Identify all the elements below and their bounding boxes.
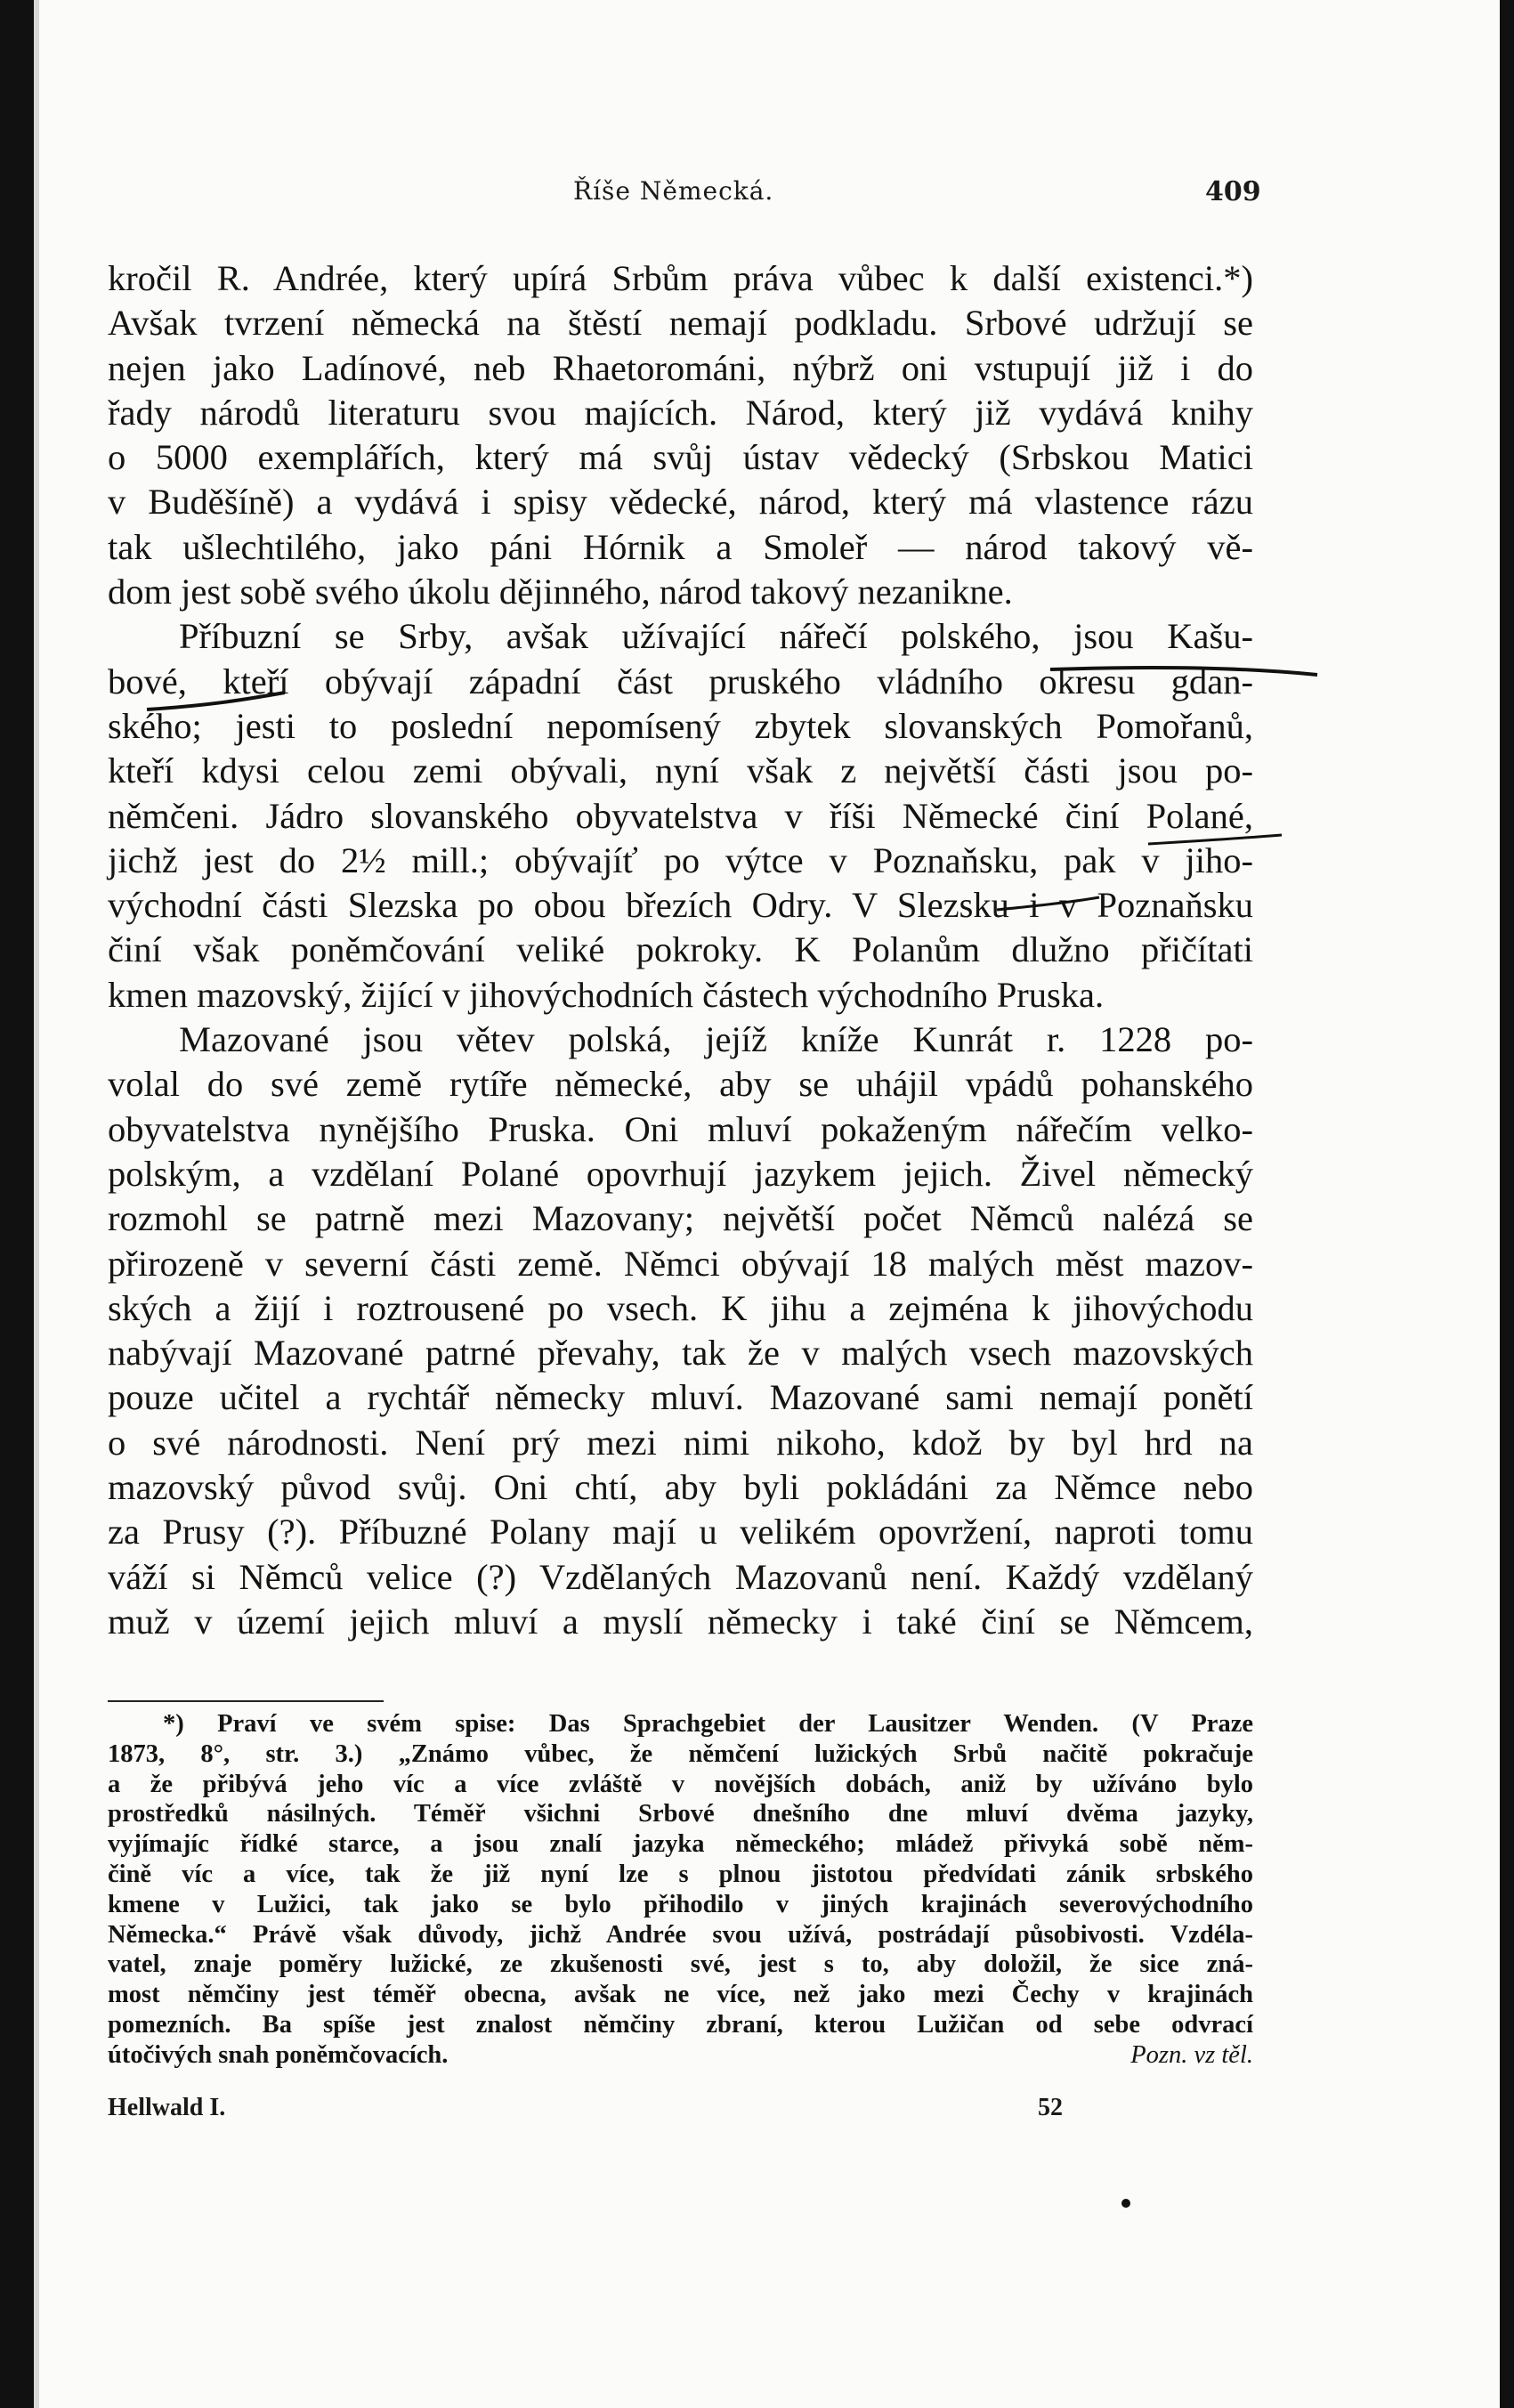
text-line: polským, a vzdělaní Polané opovrhují jazykem jejich. Živel německý — [108, 1153, 1253, 1194]
text-line: volal do své země rytíře německé, aby se uhájil vpádů pohanského — [108, 1064, 1253, 1105]
footnote-last-line — [108, 2040, 1253, 2071]
text-line: o své národnosti. Není prý mezi nimi nikoho, kdož by byl hrd na — [108, 1422, 1253, 1463]
text-line: rozmohl se patrně mezi Mazovany; největší počet Němců nalézá se — [108, 1198, 1253, 1239]
text-line: v Buděšíně) a vydává i spisy vědecké, národ, který má vlastence rázu — [108, 482, 1253, 523]
text-line: pouze učitel a rychtář německy mluví. Mazované sami nemají ponětí — [108, 1377, 1253, 1418]
signature-author: Hellwald I. — [108, 2094, 226, 2121]
footnote-line: vyjímajíc řídké starce, a jsou znalí jazyka německého; mládež přivyká sobě něm- — [108, 1830, 1253, 1859]
text-line: o 5000 exemplářích, který má svůj ústav vědecký (Srbskou Matici — [108, 437, 1253, 478]
text-line: jichž jest do 2½ mill.; obývajíť po výtce v Poznaňsku, pak v jiho- — [108, 839, 1253, 880]
footnote-line: most němčiny jest téměř obecna, avšak ne více, než jako mezi Čechy v krajinách — [108, 1981, 1253, 2009]
text-line: ského; jesti to poslední nepomísený zbytek slovanských Pomořanů, — [108, 705, 1253, 746]
text-line: tak ušlechtilého, jako páni Hórnik a Smoleř — národ takový vě- — [108, 526, 1253, 567]
text-line: obyvatelstva nynějšího Pruska. Oni mluví pokaženým nářečím velko- — [108, 1108, 1253, 1149]
text-line: východní části Slezska po obou březích Odry. V Slezsku i v Poznaňsku — [108, 885, 1253, 926]
text-line: mazovský původ svůj. Oni chtí, aby byli pokládáni za Němce nebo — [108, 1467, 1253, 1508]
footnote-line: pomezních. Ba spíše jest znalost němčiny zbraní, kterou Lužičan od sebe odvrací — [108, 2010, 1253, 2039]
main-text — [108, 256, 1253, 1644]
text-line: Avšak tvrzení německá na štěstí nemají podkladu. Srbové udržují se — [108, 303, 1253, 344]
text-line: Mazované jsou větev polská, jejíž kníže Kunrát r. 1228 po- — [179, 1019, 1253, 1060]
text-line: nejen jako Ladínové, neb Rhaetorománi, nýbrž oni vstupují již i do — [108, 347, 1253, 388]
text-line: muž v území jejich mluví a myslí německy i také činí se Němcem, — [108, 1601, 1253, 1642]
footnote-line: čině víc a více, tak že již nyní lze s plnou jistotou předvídati zánik srbského — [108, 1860, 1253, 1888]
text-line: nabývají Mazované patrné převahy, tak že v malých vsech mazovských — [108, 1333, 1253, 1374]
footnote-line: a že přibývá jeho víc a více zvláště v novějších dobách, aniž by užíváno bylo — [108, 1770, 1253, 1798]
footnote-sign: Pozn. vz těl. — [1130, 2040, 1253, 2069]
text-line: ských a žijí i roztrousené po vsech. K jihu a zejména k jihovýchodu — [108, 1287, 1253, 1328]
text-line: za Prusy (?). Příbuzné Polany mají u velikém opovržení, naproti tomu — [108, 1512, 1253, 1553]
text-line: kmen mazovský, žijící v jihovýchodních částech východního Pruska. — [108, 974, 1105, 1015]
page-number: 409 — [1205, 176, 1261, 207]
signature-sheet-number: 52 — [1038, 2094, 1063, 2121]
footnote-line: *) Praví ve svém spise: Das Sprachgebiet der Lausitzer Wenden. (V Praze — [163, 1710, 1253, 1738]
text-line: váží si Němců velice (?) Vzdělaných Mazovanů není. Každý vzdělaný — [108, 1556, 1253, 1597]
footnote-line: prostředků násilných. Téměř všichni Srbové dnešního dne mluví dvěma jazyky, — [108, 1800, 1253, 1828]
footnote-line: 1873, 8°, str. 3.) „Známo vůbec, že němčení lužických Srbů načitě pokračuje — [108, 1739, 1253, 1768]
text-line: přirozeně v severní části země. Němci obývají 18 malých měst mazov- — [108, 1243, 1253, 1284]
header-title: Říše Německá. — [573, 176, 774, 206]
text-line: kročil R. Andrée, který upírá Srbům práva vůbec k další existenci.*) — [108, 258, 1253, 298]
footnote-rule — [108, 1700, 384, 1702]
footnote-line: vatel, znaje poměry lužické, ze zkušenosti své, jest s to, aby doložil, že sice zná- — [108, 1950, 1253, 1979]
scan-border-left — [0, 0, 34, 2408]
text-line: činí však poněmčování veliké pokroky. K Polanům dlužno přičítati — [108, 929, 1253, 970]
text-line: bové, kteří obývají západní část pruského vládního okresu gdan- — [108, 661, 1253, 701]
printer-signature — [108, 2094, 1253, 2129]
text-line: kteří kdysi celou zemi obývali, nyní však z největší části jsou po- — [108, 750, 1253, 791]
running-header — [39, 176, 1500, 212]
footnote-line: Německa.“ Právě však důvody, jichž Andrée svou užívá, postrádají působivosti. Vzdéla- — [108, 1920, 1253, 1949]
text-line: řady národů literaturu svou majících. Národ, který již vydává knihy — [108, 392, 1253, 433]
scan-border-right — [1500, 0, 1514, 2408]
text-line: Příbuzní se Srby, avšak užívající nářečí polského, jsou Kašu- — [179, 616, 1253, 657]
footnote — [108, 1709, 1253, 2071]
footnote-line: útočivých snah poněmčovacích. — [108, 2040, 449, 2069]
text-line: dom jest sobě svého úkolu dějinného, národ takový nezanikne. — [108, 572, 1013, 612]
footnote-line: kmene v Lužici, tak jako se bylo přihodilo v jiných krajinách severovýchodního — [108, 1890, 1253, 1918]
text-line: němčeni. Jádro slovanského obyvatelstva v říši Německé činí Polané, — [108, 795, 1253, 836]
